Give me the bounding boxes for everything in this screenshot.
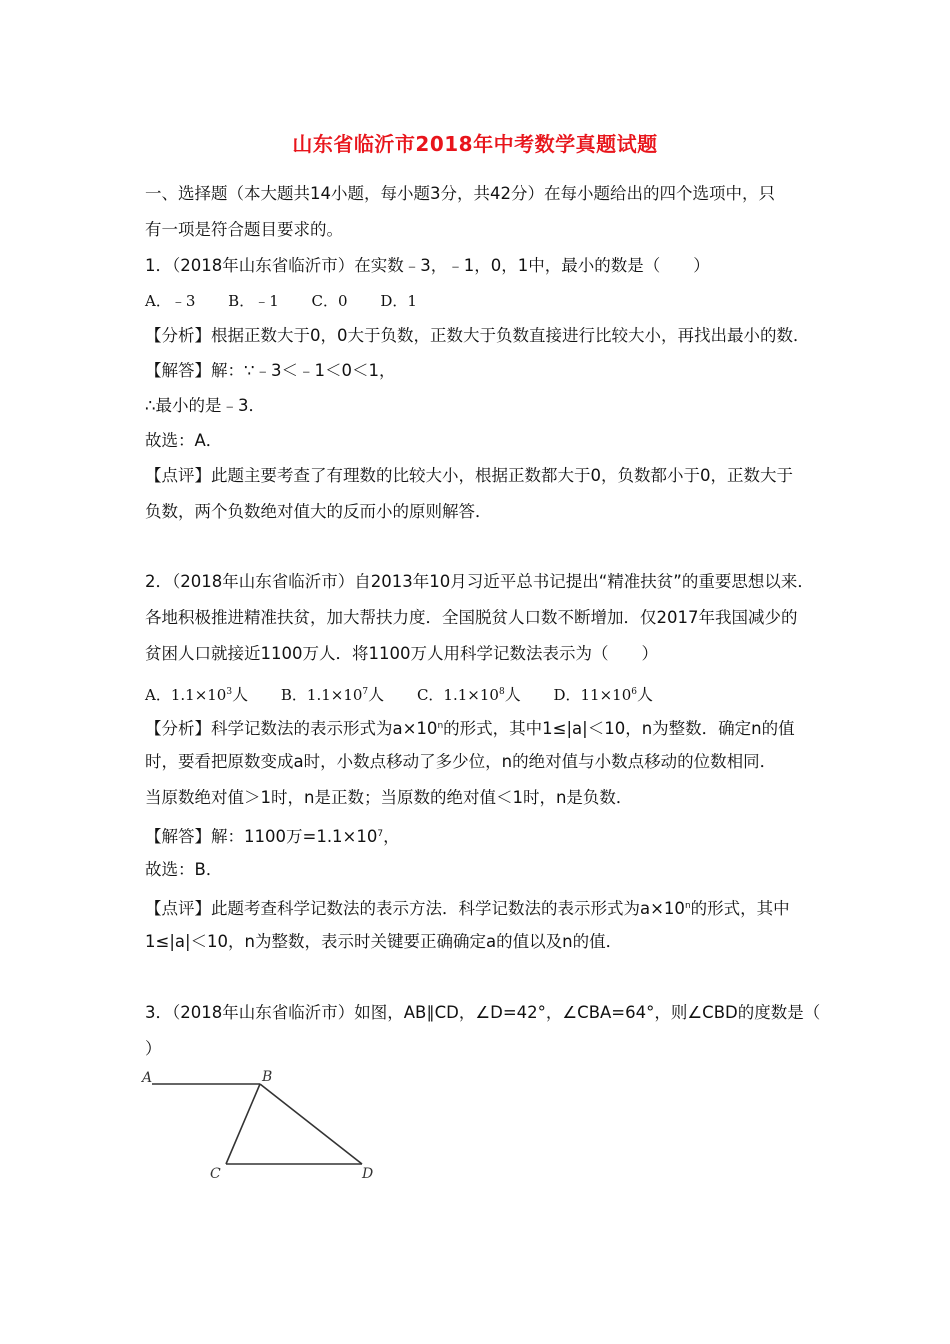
q2-analysis-line1: 【分析】科学记数法的表示形式为$a\times 10^n$的形式，其中1≤|a|＜10，n为整数．确定n的值	[145, 719, 795, 738]
label-c: C	[210, 1166, 221, 1182]
q2-stem-line1: 2．（2018年山东省临沂市）自2013年10月习近平总书记提出“精准扶贫”的重要思想以来．	[145, 572, 814, 591]
section-heading-line1: 一、选择题（本大题共14小题，每小题3分，共42分）在每小题给出的四个选项中，只	[145, 184, 775, 203]
q1-option-d: D．1	[380, 292, 417, 310]
q1-analysis: 【分析】根据正数大于0，0大于负数，正数大于负数直接进行比较大小，再找出最小的数．	[145, 326, 810, 345]
q2-option-b: B．$1.1\times 10^7$人	[280, 685, 385, 704]
geometry-figure	[138, 1062, 388, 1192]
q1-options	[145, 289, 815, 313]
q2-stem-line2: 各地积极推进精准扶贫，加大帮扶力度．全国脱贫人口数不断增加．仅2017年我国减少的	[145, 608, 798, 627]
q1-answer: 【解答】解：∵﹣3＜﹣1＜0＜1，	[145, 361, 396, 380]
q1-comment-line1: 【点评】此题主要考查了有理数的比较大小，根据正数都大于0，负数都小于0，正数大于	[145, 466, 793, 485]
segment-bd	[260, 1084, 362, 1164]
q3-stem-line2: ）	[145, 1039, 162, 1058]
q1-comment-line2: 负数，两个负数绝对值大的反而小的原则解答．	[145, 502, 492, 521]
q1-option-b: B．﹣1	[228, 292, 279, 310]
q2-option-c: C．$1.1\times 10^8$人	[416, 685, 521, 704]
q2-comment-line2: 1≤|a|＜10，n为整数，表示时关键要正确确定a的值以及n的值．	[145, 932, 623, 951]
q2-answer: 【解答】解：1100万$=1.1\times 10^7$，	[145, 827, 400, 846]
segment-bc	[226, 1084, 260, 1164]
q1-therefore: ∴最小的是﹣3．	[145, 396, 265, 415]
q2-stem-line3: 贫困人口就接近1100万人．将1100万人用科学记数法表示为（ ）	[145, 644, 658, 663]
q1-option-a: A．﹣3	[145, 292, 196, 310]
page-title: 山东省临沂市2018年中考数学真题试题	[292, 132, 658, 156]
q1-choice: 故选：A．	[145, 431, 223, 450]
q2-analysis-line3: 当原数绝对值＞1时，n是正数；当原数的绝对值＜1时，n是负数．	[145, 788, 633, 807]
q2-options	[145, 680, 815, 707]
q2-analysis-line2: 时，要看把原数变成a时，小数点移动了多少位，n的绝对值与小数点移动的位数相同．	[145, 752, 777, 771]
label-a: A	[142, 1070, 153, 1086]
q1-stem: 1．（2018年山东省临沂市）在实数﹣3，﹣1，0，1中，最小的数是（ ）	[145, 256, 710, 275]
q2-comment-line1: 【点评】此题考查科学记数法的表示方法．科学记数法的表示形式为$a\times 10^n$的形式，其中	[145, 899, 790, 918]
q2-option-d: D．$11\times 10^6$人	[553, 685, 654, 704]
label-b: B	[262, 1069, 273, 1085]
label-d: D	[362, 1166, 374, 1182]
q1-option-c: C．0	[311, 292, 348, 310]
q3-stem-line1: 3．（2018年山东省临沂市）如图，AB∥CD，∠D=42°，∠CBA=64°，则∠CBD的度数是（	[145, 1003, 821, 1022]
q2-choice: 故选：B．	[145, 860, 223, 879]
section-heading-line2: 有一项是符合题目要求的。	[145, 220, 343, 239]
q2-option-a: A．$1.1\times 10^3$人	[145, 685, 249, 704]
